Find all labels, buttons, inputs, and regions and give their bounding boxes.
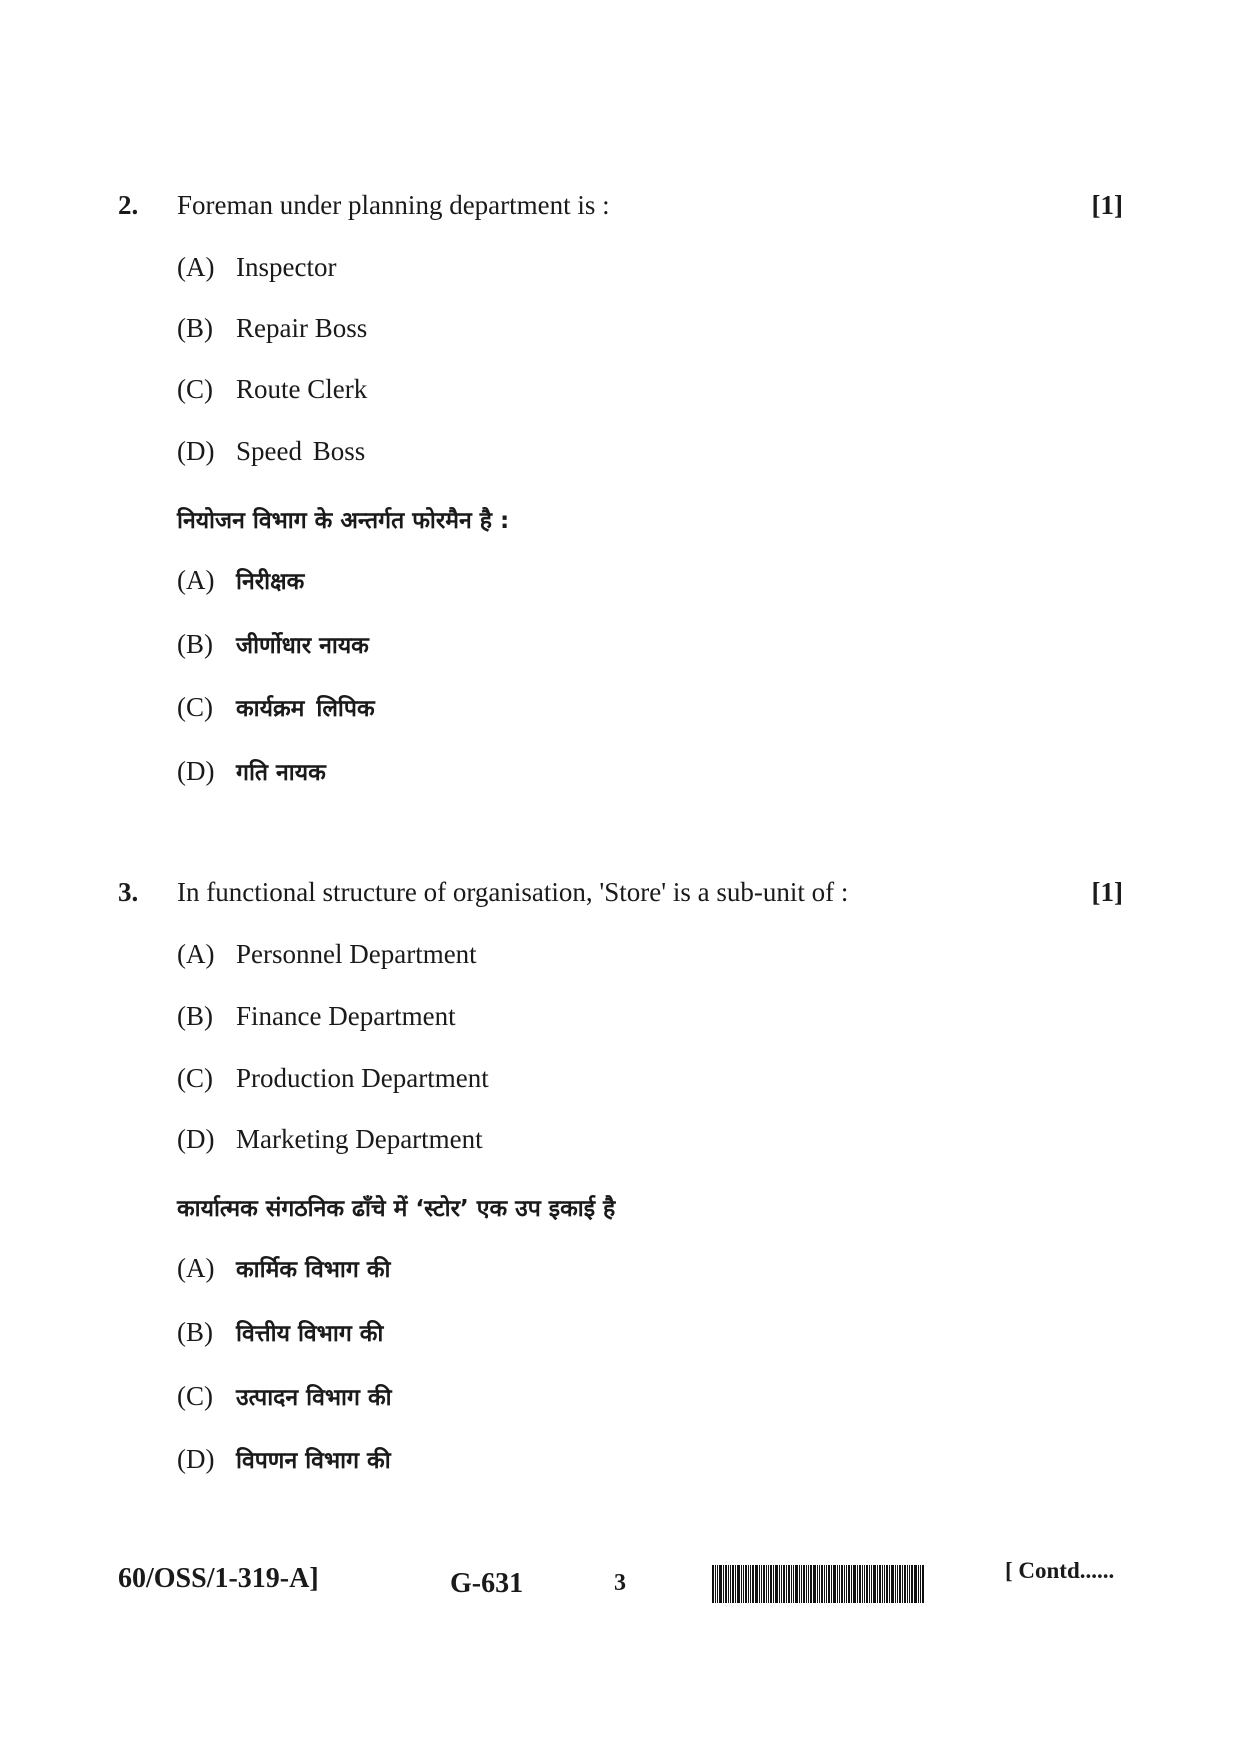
footer-series: G-631 <box>450 1568 524 1599</box>
option-text: Personnel Department <box>236 939 477 969</box>
option-text: Marketing Department <box>236 1124 483 1154</box>
barcode-bar <box>768 1565 769 1603</box>
option-text: Speed Boss <box>236 436 366 466</box>
barcode-bar <box>889 1565 890 1603</box>
barcode-bar <box>795 1565 798 1603</box>
option-letter: (D) <box>177 1444 215 1474</box>
barcode-bar <box>779 1565 780 1603</box>
barcode-bar <box>743 1565 744 1603</box>
option-letter: (C) <box>177 692 213 722</box>
barcode-bar <box>837 1565 838 1603</box>
option-text: कार्मिक विभाग की <box>236 1257 391 1283</box>
question-text: Foreman under planning department is : <box>177 190 610 220</box>
option-c <box>177 1063 489 1094</box>
barcode-bar <box>899 1565 901 1603</box>
barcode-bar <box>821 1565 823 1603</box>
option-text: विपणन विभाग की <box>236 1448 391 1474</box>
option-c <box>177 374 367 405</box>
barcode-bar <box>907 1565 908 1603</box>
barcode-bar <box>723 1565 724 1603</box>
question-marks: [1] <box>1091 190 1123 220</box>
barcode-bar <box>866 1565 868 1603</box>
option-letter: (D) <box>177 756 215 786</box>
option-letter: (B) <box>177 629 213 659</box>
barcode-bar <box>717 1565 718 1603</box>
barcode-bar <box>737 1565 740 1603</box>
barcode-bar <box>909 1565 910 1603</box>
barcode-bar <box>897 1565 898 1603</box>
option-letter: (A) <box>177 565 215 595</box>
barcode-bar <box>848 1565 850 1603</box>
option-d <box>177 436 365 467</box>
question-marks: [1] <box>1091 877 1123 907</box>
option-text: निरीक्षक <box>236 569 305 595</box>
barcode-bar <box>745 1565 747 1603</box>
option-b <box>177 1001 456 1032</box>
barcode-bar <box>759 1565 760 1603</box>
barcode-bar <box>773 1565 774 1603</box>
option-letter: (A) <box>177 1253 215 1283</box>
option-letter: (B) <box>177 313 213 343</box>
barcode-bar <box>763 1565 765 1603</box>
barcode <box>712 1565 980 1603</box>
barcode-bar <box>831 1565 832 1603</box>
barcode-bar <box>735 1565 736 1603</box>
barcode-bar <box>904 1565 906 1603</box>
option-text: वित्तीय विभाग की <box>236 1321 384 1347</box>
option-text: Route Clerk <box>236 374 368 404</box>
barcode-bar <box>788 1565 790 1603</box>
barcode-bar <box>819 1565 820 1603</box>
footer-paper-code: 60/OSS/1-319-A] <box>118 1563 319 1594</box>
option-letter: (C) <box>177 1063 213 1093</box>
option-text: कार्यक्रम लिपिक <box>236 696 375 722</box>
barcode-bar <box>859 1565 861 1603</box>
question-text: In functional structure of organisation, 'Store' is a sub-unit of : <box>177 877 849 907</box>
barcode-bar <box>791 1565 792 1603</box>
barcode-bar <box>841 1565 843 1603</box>
footer-page-number: 3 <box>614 1570 626 1596</box>
barcode-bar <box>884 1565 885 1603</box>
option-text: उत्पादन विभाग की <box>236 1385 392 1411</box>
barcode-bar <box>846 1565 847 1603</box>
option-text: Inspector <box>236 252 337 282</box>
question-number: 3. <box>118 877 139 907</box>
option-text: Production Department <box>236 1063 489 1093</box>
option-letter: (C) <box>177 374 213 404</box>
barcode-bar <box>902 1565 903 1603</box>
barcode-bar <box>826 1565 827 1603</box>
barcode-bar <box>732 1565 734 1603</box>
barcode-bar <box>806 1565 807 1603</box>
option-b-hindi <box>177 1316 383 1348</box>
barcode-bar <box>833 1565 836 1603</box>
barcode-bar <box>914 1565 917 1603</box>
barcode-bar <box>766 1565 767 1603</box>
barcode-bar <box>824 1565 825 1603</box>
barcode-bar <box>851 1565 852 1603</box>
barcode-bar <box>712 1565 714 1603</box>
barcode-bar <box>783 1565 785 1603</box>
option-letter: (C) <box>177 1381 213 1411</box>
barcode-bar <box>869 1565 870 1603</box>
barcode-bar <box>728 1565 729 1603</box>
barcode-bar <box>891 1565 894 1603</box>
option-text: जीर्णोधार नायक <box>236 633 369 659</box>
barcode-bar <box>864 1565 865 1603</box>
footer-contd: [ Contd...... <box>1005 1558 1115 1583</box>
barcode-bar <box>799 1565 800 1603</box>
barcode-bar <box>886 1565 888 1603</box>
barcode-bar <box>750 1565 751 1603</box>
barcode-bar <box>911 1565 913 1603</box>
barcode-bar <box>725 1565 727 1603</box>
option-letter: (A) <box>177 252 215 282</box>
option-text: Finance Department <box>236 1001 456 1031</box>
barcode-bar <box>828 1565 830 1603</box>
barcode-bar <box>752 1565 754 1603</box>
barcode-bar <box>879 1565 881 1603</box>
option-letter: (B) <box>177 1317 213 1347</box>
option-d <box>177 1124 483 1155</box>
question-text-hindi: कार्यात्मक संगठनिक ढाँचे में ‘स्टोर’ एक उप इकाई है <box>177 1196 616 1222</box>
barcode-bar <box>920 1565 921 1603</box>
barcode-bar <box>781 1565 782 1603</box>
option-text: Repair Boss <box>236 313 368 343</box>
barcode-bar <box>922 1565 924 1603</box>
barcode-bar <box>813 1565 816 1603</box>
barcode-bar <box>853 1565 856 1603</box>
barcode-bar <box>730 1565 731 1603</box>
option-d-hindi <box>177 1443 391 1475</box>
option-a-hindi <box>177 1252 390 1284</box>
barcode-bar <box>793 1565 794 1603</box>
barcode-bar <box>803 1565 805 1603</box>
barcode-bar <box>719 1565 722 1603</box>
barcode-bar <box>810 1565 812 1603</box>
question-number: 2. <box>118 190 139 220</box>
option-c-hindi <box>177 691 375 723</box>
barcode-bar <box>801 1565 802 1603</box>
barcode-bar <box>857 1565 858 1603</box>
barcode-bar <box>871 1565 872 1603</box>
barcode-bar <box>817 1565 818 1603</box>
barcode-bar <box>786 1565 787 1603</box>
barcode-bar <box>873 1565 876 1603</box>
barcode-bar <box>775 1565 778 1603</box>
barcode-bar <box>755 1565 758 1603</box>
barcode-bar <box>882 1565 883 1603</box>
barcode-bar <box>918 1565 919 1603</box>
option-letter: (D) <box>177 436 215 466</box>
option-d-hindi <box>177 755 326 787</box>
option-c-hindi <box>177 1380 392 1412</box>
option-b-hindi <box>177 628 369 660</box>
barcode-bar <box>844 1565 845 1603</box>
barcode-bar <box>741 1565 742 1603</box>
option-a <box>177 252 336 283</box>
option-a-hindi <box>177 564 304 596</box>
barcode-bar <box>895 1565 896 1603</box>
option-text: गति नायक <box>236 760 326 786</box>
option-letter: (D) <box>177 1124 215 1154</box>
question-text-hindi: नियोजन विभाग के अन्तर्गत फोरमैन है : <box>177 508 510 534</box>
barcode-bar <box>839 1565 840 1603</box>
barcode-bar <box>808 1565 809 1603</box>
option-letter: (B) <box>177 1001 213 1031</box>
option-b <box>177 313 367 344</box>
barcode-bar <box>761 1565 762 1603</box>
option-letter: (A) <box>177 939 215 969</box>
barcode-bar <box>862 1565 863 1603</box>
barcode-bar <box>748 1565 749 1603</box>
barcode-bar <box>877 1565 878 1603</box>
barcode-bar <box>715 1565 716 1603</box>
barcode-bar <box>770 1565 772 1603</box>
option-a <box>177 939 477 970</box>
